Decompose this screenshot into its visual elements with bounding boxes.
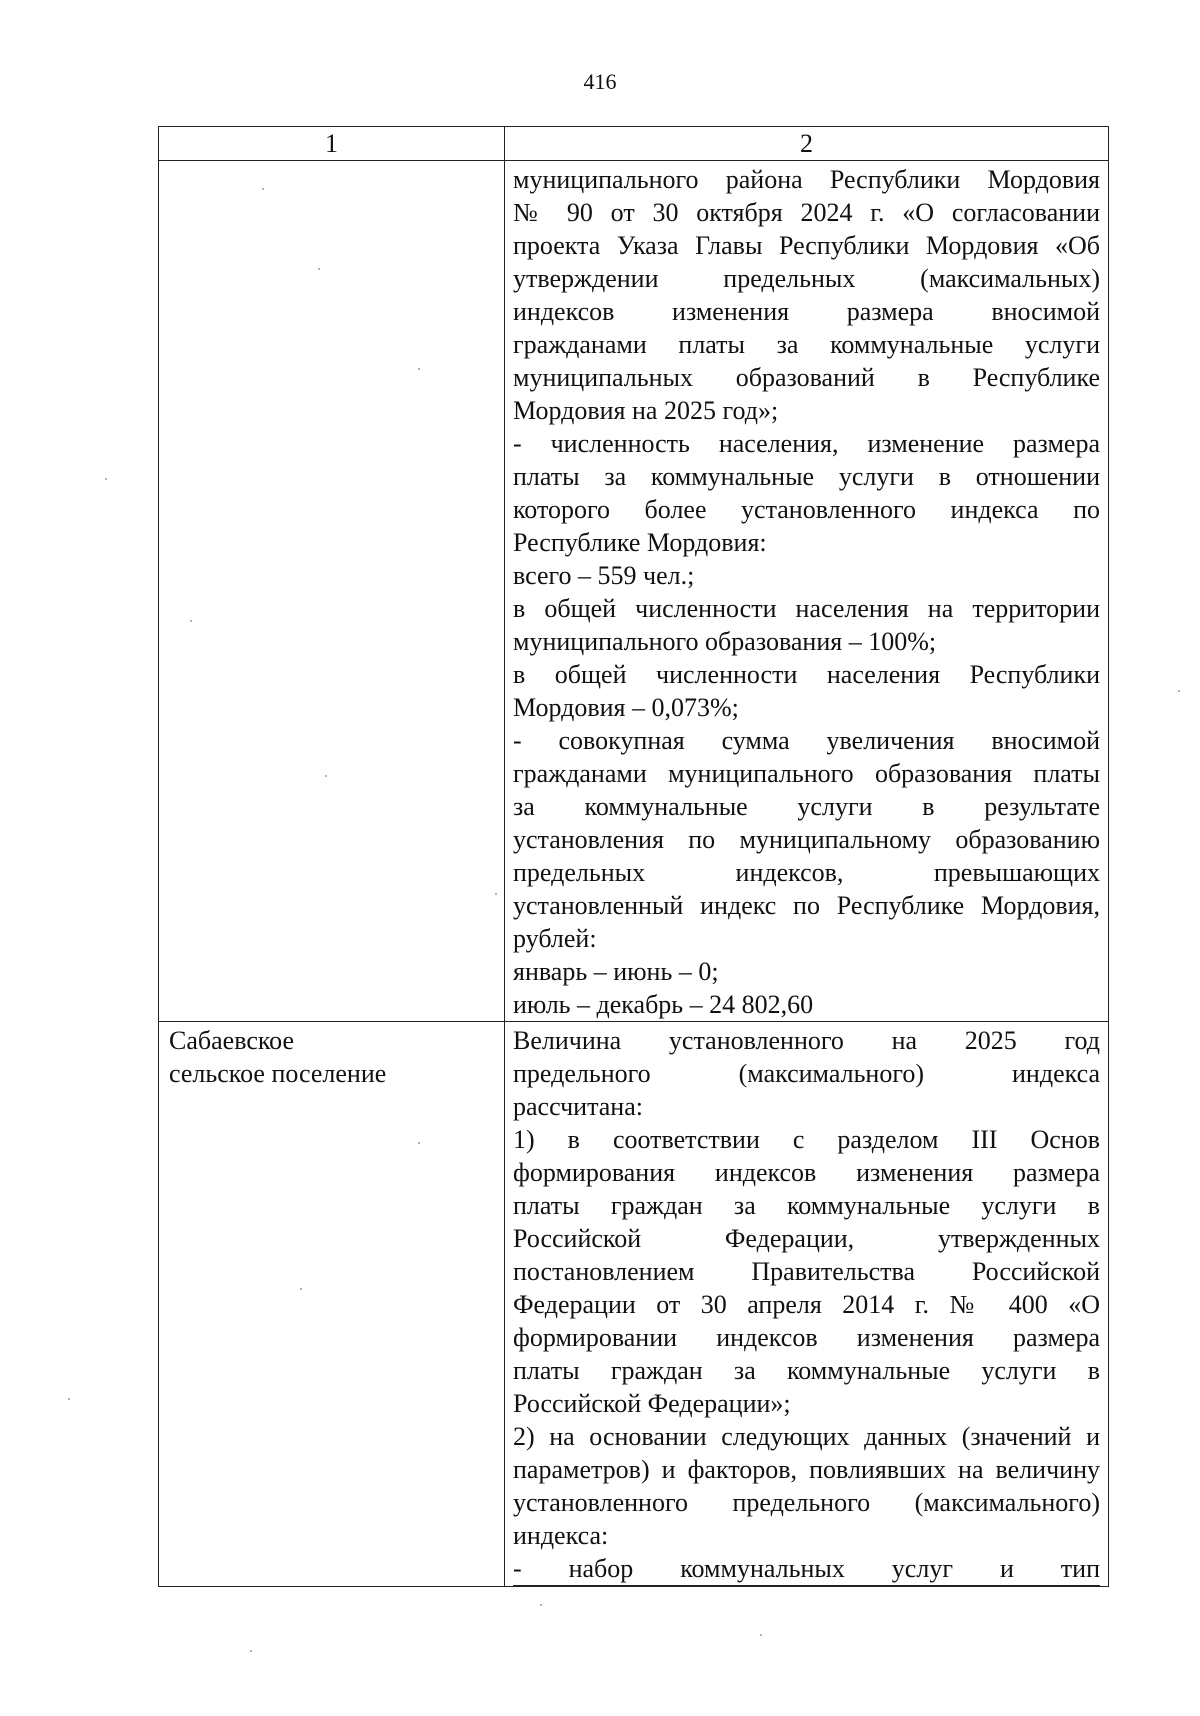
text-line: в общей численности населения на территории bbox=[513, 594, 1100, 623]
scan-speck bbox=[190, 620, 192, 622]
text-line: Федерации от 30 апреля 2014 г. № 400 «О bbox=[513, 1290, 1100, 1319]
text-line: Российской Федерации»; bbox=[513, 1389, 791, 1418]
scan-speck bbox=[250, 1650, 252, 1652]
scan-speck bbox=[105, 478, 107, 480]
column-header-2: 2 bbox=[505, 127, 1109, 161]
text-line: которого более установленного индекса по bbox=[513, 495, 1100, 524]
page-number: 416 bbox=[583, 69, 617, 94]
text-line: индекса: bbox=[513, 1521, 609, 1550]
text-line: - численность населения, изменение размера bbox=[513, 429, 1100, 458]
text-line: Российской Федерации, утвержденных bbox=[513, 1224, 1100, 1253]
text-line: муниципального образования – 100%; bbox=[513, 627, 937, 656]
text-line: предельных индексов, превышающих bbox=[513, 858, 1100, 887]
text-line: 1) в соответствии с разделом III Основ bbox=[513, 1125, 1100, 1154]
text-line: формирования индексов изменения размера bbox=[513, 1158, 1100, 1187]
text-line: гражданами муниципального образования платы bbox=[513, 759, 1100, 788]
table-header-row bbox=[159, 127, 1109, 161]
text-line: рублей: bbox=[513, 924, 597, 953]
text-line: платы за коммунальные услуги в отношении bbox=[513, 462, 1100, 491]
text-line: Величина установленного на 2025 год bbox=[513, 1026, 1100, 1055]
text-line: 2) на основании следующих данных (значений и bbox=[513, 1422, 1100, 1451]
text-line: - набор коммунальных услуг и тип bbox=[513, 1552, 1100, 1586]
text-line: проекта Указа Главы Республики Мордовия «Об bbox=[513, 231, 1100, 260]
text-line: июль – декабрь – 24 802,60 bbox=[513, 990, 814, 1019]
table-row bbox=[159, 1022, 1109, 1587]
settlement-name-line: Сабаевское bbox=[169, 1026, 295, 1055]
text-line: платы граждан за коммунальные услуги в bbox=[513, 1191, 1100, 1220]
text-line: установленный индекс по Республике Мордовия, bbox=[513, 891, 1100, 920]
row-2-col-2 bbox=[505, 1022, 1109, 1587]
text-line: Республике Мордовия: bbox=[513, 528, 767, 557]
document-table bbox=[158, 126, 1109, 1587]
text-line: установленного предельного (максимального) bbox=[513, 1488, 1100, 1517]
text-line: установления по муниципальному образованию bbox=[513, 825, 1100, 854]
settlement-name-line: сельское поселение bbox=[169, 1059, 387, 1088]
row-1-col-2 bbox=[505, 161, 1109, 1022]
text-line: январь – июнь – 0; bbox=[513, 957, 719, 986]
scan-speck bbox=[760, 1634, 762, 1636]
scan-speck bbox=[68, 1398, 70, 1400]
scan-speck bbox=[418, 368, 420, 370]
scan-speck bbox=[318, 268, 320, 270]
text-line: № 90 от 30 октября 2024 г. «О согласовании bbox=[513, 198, 1100, 227]
table-row bbox=[159, 161, 1109, 1022]
scan-speck bbox=[300, 1288, 302, 1290]
text-line: в общей численности населения Республики bbox=[513, 660, 1100, 689]
text-line: муниципальных образований в Республике bbox=[513, 363, 1100, 392]
text-line: утверждении предельных (максимальных) bbox=[513, 264, 1100, 293]
text-line: гражданами платы за коммунальные услуги bbox=[513, 330, 1100, 359]
scan-speck bbox=[1178, 690, 1180, 692]
scan-speck bbox=[540, 1604, 542, 1606]
text-line: Мордовия – 0,073%; bbox=[513, 693, 739, 722]
text-line: всего – 559 чел.; bbox=[513, 561, 695, 590]
text-line: постановлением Правительства Российской bbox=[513, 1257, 1100, 1286]
text-line: - совокупная сумма увеличения вносимой bbox=[513, 726, 1100, 755]
text-line: параметров) и факторов, повлиявших на величину bbox=[513, 1455, 1100, 1484]
scan-speck bbox=[262, 188, 264, 190]
text-line: предельного (максимального) индекса bbox=[513, 1059, 1100, 1088]
text-line: рассчитана: bbox=[513, 1092, 643, 1121]
row-2-col-1 bbox=[159, 1022, 505, 1587]
text-line: Мордовия на 2025 год»; bbox=[513, 396, 779, 425]
text-line: муниципального района Республики Мордовия bbox=[513, 165, 1100, 194]
scan-speck bbox=[495, 893, 497, 895]
scan-speck bbox=[325, 775, 327, 777]
column-header-1: 1 bbox=[159, 127, 505, 161]
scan-speck bbox=[418, 1142, 420, 1144]
text-line: индексов изменения размера вносимой bbox=[513, 297, 1100, 326]
text-line: платы граждан за коммунальные услуги в bbox=[513, 1356, 1100, 1385]
row-1-col-1 bbox=[159, 161, 505, 1022]
text-line: формировании индексов изменения размера bbox=[513, 1323, 1100, 1352]
text-line: за коммунальные услуги в результате bbox=[513, 792, 1100, 821]
